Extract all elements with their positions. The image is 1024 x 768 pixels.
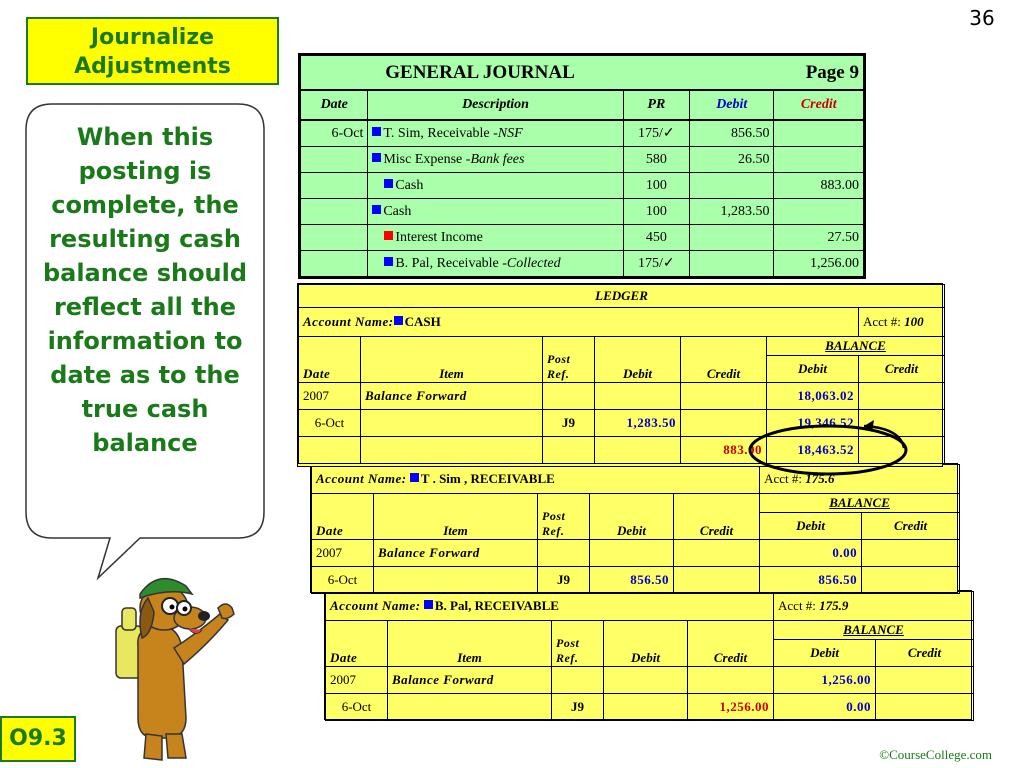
account-name: B. Pal, RECEIVABLE [434, 598, 559, 613]
journal-credit: 1,256.00 [774, 251, 864, 277]
dog-mascot-icon [108, 568, 248, 768]
col-post-ref [538, 494, 590, 540]
journal-date: 6-Oct [301, 120, 368, 147]
journal-desc-text: Cash [383, 203, 412, 219]
row-debit [595, 437, 681, 464]
col-post: Post [542, 509, 566, 523]
col-debit: Debit [590, 494, 674, 540]
row-credit [674, 567, 760, 594]
balance-header: BALANCE [774, 621, 974, 640]
col-date: Date [312, 494, 374, 540]
journal-description [368, 173, 623, 199]
title-line-1: Journalize [90, 25, 215, 50]
acct-number: 175.9 [819, 598, 849, 613]
journal-date [301, 251, 368, 277]
journal-credit [774, 147, 864, 173]
journal-description [368, 199, 623, 225]
row-ref [538, 540, 590, 567]
row-ref: J9 [538, 567, 590, 594]
row-credit: 883.00 [681, 437, 767, 464]
col-item: Item [374, 494, 538, 540]
journal-desc-text: Cash [395, 177, 424, 193]
journal-credit [774, 120, 864, 147]
journal-header-pr: PR [623, 90, 689, 120]
journal-header-credit: Credit [774, 90, 864, 120]
journal-desc-text: Interest Income [395, 229, 483, 245]
journal-desc-text: Misc Expense - [383, 151, 471, 167]
journal-header-date: Date [301, 90, 368, 120]
col-date: Date [326, 621, 388, 667]
account-name-label: Account Name: [303, 314, 394, 329]
row-date: 6-Oct [312, 567, 374, 594]
row-balance-credit [876, 694, 974, 721]
journal-row [301, 147, 864, 173]
blue-marker-icon [424, 600, 433, 609]
account-name-cell [299, 308, 859, 337]
journal-row [301, 251, 864, 277]
journal-credit: 27.50 [774, 225, 864, 251]
row-credit [674, 540, 760, 567]
row-date: 6-Oct [299, 410, 361, 437]
copyright-text: ©CourseCollege.com [879, 747, 992, 762]
journal-debit: 1,283.50 [690, 199, 774, 225]
acct-number-cell [774, 592, 974, 621]
col-post-ref [543, 337, 595, 383]
row-balance-debit: 0.00 [774, 694, 876, 721]
ledger-row [312, 567, 960, 594]
col-post-ref [552, 621, 604, 667]
ledger-row [312, 540, 960, 567]
row-ref: J9 [552, 694, 604, 721]
row-debit [604, 694, 688, 721]
journal-debit [690, 225, 774, 251]
row-item: Balance Forward [361, 383, 543, 410]
balance-header: BALANCE [767, 337, 945, 356]
row-debit: 856.50 [590, 567, 674, 594]
col-debit: Debit [595, 337, 681, 383]
journal-pr: 450 [623, 225, 689, 251]
row-debit [604, 667, 688, 694]
col-item: Item [388, 621, 552, 667]
acct-label: Acct #: [778, 598, 816, 613]
acct-number: 175.6 [805, 471, 835, 486]
journal-pr: 100 [623, 173, 689, 199]
acct-label: Acct #: [863, 314, 901, 329]
journal-credit: 883.00 [774, 173, 864, 199]
journal-pr: 580 [623, 147, 689, 173]
col-post: Post [556, 636, 580, 650]
highlight-circle-arrow-icon [740, 412, 920, 480]
journal-debit: 26.50 [690, 147, 774, 173]
speech-bubble-text: When this posting is complete, the resulting cash balance should reflect all the information to date as to the true cash balance [42, 123, 248, 457]
slide-number: 36 [969, 6, 995, 30]
journal-date [301, 225, 368, 251]
row-ref [543, 437, 595, 464]
col-ref: Ref. [556, 651, 579, 665]
row-credit: 1,256.00 [688, 694, 774, 721]
journal-desc-text: B. Pal, Receivable - [395, 255, 507, 271]
col-date: Date [299, 337, 361, 383]
col-ref: Ref. [542, 524, 565, 538]
row-item: Balance Forward [388, 667, 552, 694]
ledger-row [299, 383, 945, 410]
account-name: CASH [404, 314, 441, 329]
blue-marker-icon [372, 127, 381, 136]
journal-debit [690, 251, 774, 277]
journal-debit [690, 173, 774, 199]
col-credit: Credit [681, 337, 767, 383]
slide-code-badge: O9.3 [0, 716, 76, 762]
row-ref [543, 383, 595, 410]
row-date: 2007 [312, 540, 374, 567]
journal-description [368, 120, 623, 147]
journal-desc-note: Collected [506, 255, 561, 271]
row-credit [688, 667, 774, 694]
row-date: 6-Oct [326, 694, 388, 721]
col-balance-debit: Debit [767, 356, 859, 383]
blue-marker-icon [372, 205, 381, 214]
journal-pr: 100 [623, 199, 689, 225]
ledger-row [326, 667, 974, 694]
journal-header-debit: Debit [690, 90, 774, 120]
row-balance-debit: 18,063.02 [767, 383, 859, 410]
journal-row [301, 120, 864, 147]
blue-marker-icon [394, 316, 403, 325]
journal-date [301, 147, 368, 173]
row-balance-debit: 0.00 [760, 540, 862, 567]
account-name-cell [312, 465, 760, 494]
journal-description [368, 225, 623, 251]
ledger-heading: LEDGER [299, 285, 945, 308]
journal-row [301, 173, 864, 199]
row-date [299, 437, 361, 464]
journal-description [368, 251, 623, 277]
journal-pr: 175/✓ [623, 251, 689, 277]
row-balance-debit: 1,256.00 [774, 667, 876, 694]
row-item [361, 437, 543, 464]
ledger-card-pal [324, 590, 972, 720]
title-line-2: Adjustments [74, 54, 231, 79]
col-item: Item [361, 337, 543, 383]
row-item: Balance Forward [374, 540, 538, 567]
col-balance-credit: Credit [876, 640, 974, 667]
row-debit: 1,283.50 [595, 410, 681, 437]
journal-header-description: Description [368, 90, 623, 120]
row-balance-debit: 856.50 [760, 567, 862, 594]
row-credit [681, 383, 767, 410]
row-balance-credit [876, 667, 974, 694]
row-ref: J9 [543, 410, 595, 437]
journal-page: Page 9 [805, 61, 859, 83]
blue-marker-icon [372, 153, 381, 162]
col-balance-credit: Credit [859, 356, 945, 383]
journal-description [368, 147, 623, 173]
journal-title: GENERAL JOURNAL [385, 61, 575, 83]
row-item [361, 410, 543, 437]
col-balance-credit: Credit [862, 513, 960, 540]
col-balance-debit: Debit [774, 640, 876, 667]
acct-label: Acct #: [764, 471, 802, 486]
col-ref: Ref. [547, 367, 570, 381]
account-name-label: Account Name: [330, 598, 421, 613]
balance-header: BALANCE [760, 494, 960, 513]
journal-desc-note: NSF [497, 125, 523, 141]
journal-header-row [301, 90, 864, 120]
col-debit: Debit [604, 621, 688, 667]
journal-debit: 856.50 [690, 120, 774, 147]
row-date: 2007 [326, 667, 388, 694]
blue-marker-icon [384, 179, 393, 188]
row-item [374, 567, 538, 594]
col-credit: Credit [688, 621, 774, 667]
row-balance-credit [859, 383, 945, 410]
ledger-card-sim [310, 463, 958, 593]
general-journal [298, 53, 866, 279]
row-item [388, 694, 552, 721]
journal-credit [774, 199, 864, 225]
ledger-row [326, 694, 974, 721]
journal-row [301, 199, 864, 225]
col-post: Post [547, 352, 571, 366]
row-debit [590, 540, 674, 567]
journal-pr: 175/✓ [623, 120, 689, 147]
journal-desc-text: T. Sim, Receivable - [383, 125, 498, 141]
journal-desc-note: Bank fees [470, 151, 525, 167]
blue-marker-icon [384, 257, 393, 266]
row-balance-credit [862, 540, 960, 567]
journal-title-row [301, 56, 864, 91]
blue-marker-icon [410, 473, 419, 482]
account-name: T . Sim , RECEIVABLE [420, 471, 555, 486]
acct-number-cell [859, 308, 945, 337]
row-balance-credit [862, 567, 960, 594]
journal-row [301, 225, 864, 251]
row-balance-debit: 19,346.52 [767, 410, 859, 437]
col-balance-debit: Debit [760, 513, 862, 540]
row-ref [552, 667, 604, 694]
account-name-label: Account Name: [316, 471, 407, 486]
row-debit [595, 383, 681, 410]
journal-date [301, 199, 368, 225]
col-credit: Credit [674, 494, 760, 540]
acct-number: 100 [904, 314, 924, 329]
journal-date [301, 173, 368, 199]
row-date: 2007 [299, 383, 361, 410]
account-name-cell [326, 592, 774, 621]
row-balance-debit: 18,463.52 [767, 437, 859, 464]
red-marker-icon [384, 231, 393, 240]
